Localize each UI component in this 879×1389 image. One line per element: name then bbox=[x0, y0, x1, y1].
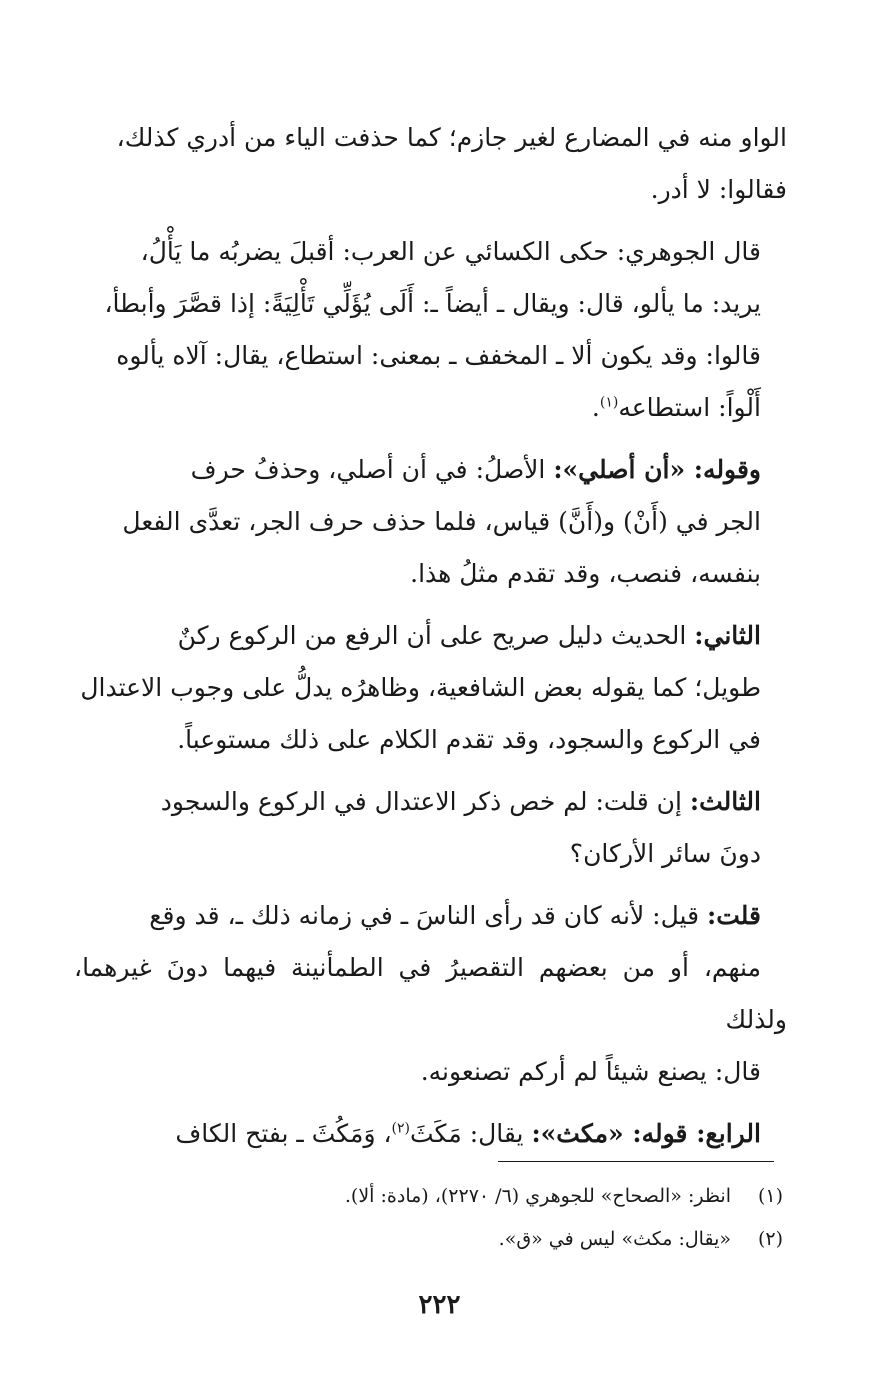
footnote bbox=[74, 1175, 783, 1218]
footnote-text: «يقال: مكث» ليس في «ق». bbox=[498, 1228, 731, 1250]
paragraph-lead: وقوله: «أن أصلي»: bbox=[553, 455, 761, 484]
footnote bbox=[74, 1218, 783, 1261]
paragraph-lead: الثالث: bbox=[689, 787, 761, 816]
footnote-text: انظر: «الصحاح» للجوهري (٦/ ٢٢٧٠)، (مادة: ألا). bbox=[344, 1185, 731, 1207]
text-run: يقال: مَكَثَ bbox=[410, 1119, 532, 1148]
paragraph bbox=[74, 112, 787, 216]
text-line: الواو منه في المضارع لغير جازم؛ كما حذفت الياء من أدري كذلك، bbox=[116, 123, 787, 152]
text-line bbox=[74, 444, 787, 496]
text-line bbox=[74, 1108, 787, 1160]
text-line: دونَ سائر الأركان؟ bbox=[569, 839, 761, 868]
text-line: طويل؛ كما يقوله بعض الشافعية، وظاهرُه يدلُّ على وجوب الاعتدال bbox=[80, 673, 761, 702]
paragraph bbox=[74, 226, 787, 434]
text-line: قالوا: وقد يكون ألا ـ المخفف ـ بمعنى: استطاع، يقال: آلاه يألوه bbox=[116, 341, 761, 370]
footnote-number: (٢) bbox=[757, 1228, 783, 1250]
paragraph bbox=[74, 890, 787, 1098]
body-text bbox=[74, 112, 787, 1160]
text-line bbox=[74, 890, 787, 942]
paragraph-lead: الثاني: bbox=[694, 621, 761, 650]
text-run: الحديث دليل صريح على أن الرفع من الركوع ركنٌ bbox=[177, 621, 695, 650]
paragraph bbox=[74, 1108, 787, 1160]
footnotes bbox=[74, 1175, 783, 1261]
page-number: ٢٢٢ bbox=[418, 1290, 461, 1320]
text-run: . bbox=[591, 393, 600, 422]
text-line: فقالوا: لا أدر. bbox=[650, 175, 787, 204]
paragraph bbox=[74, 776, 787, 880]
text-line: بنفسه، فنصب، وقد تقدم مثلُ هذا. bbox=[410, 559, 761, 588]
text-line: قال الجوهري: حكى الكسائي عن العرب: أقبلَ يضربُه ما يَأْلُ، bbox=[140, 237, 761, 266]
text-line bbox=[74, 382, 787, 434]
text-run: الأصلُ: في أن أصلي، وحذفُ حرف bbox=[190, 455, 554, 484]
text-line: منهم، أو من بعضهم التقصيرُ في الطمأنينة فيهما دونَ غيرهما، ولذلك bbox=[74, 953, 787, 1034]
footnote-divider bbox=[498, 1161, 774, 1162]
paragraph-lead: الرابع: قوله: «مكث»: bbox=[531, 1119, 761, 1148]
paragraph bbox=[74, 444, 787, 600]
text-line: يريد: ما يألو، قال: ويقال ـ أيضاً ـ: أَلَى يُؤَلِّي تَأْلِيَةً: إذا قصَّرَ وأبطأ، bbox=[104, 289, 761, 318]
text-line: قال: يصنع شيئاً لم أركم تصنعونه. bbox=[420, 1057, 761, 1086]
paragraph-lead: قلت: bbox=[706, 901, 761, 930]
text-run: إن قلت: لم خص ذكر الاعتدال في الركوع والسجود bbox=[160, 787, 690, 816]
text-line: الجر في (أَنْ) و(أَنَّ) قياس، فلما حذف حرف الجر، تعدَّى الفعل bbox=[122, 507, 761, 536]
text-run: قيل: لأنه كان قد رأى الناسَ ـ في زمانه ذلك ـ، قد وقع bbox=[149, 901, 707, 930]
text-run: أَلْواً: استطاعه bbox=[618, 393, 761, 422]
footnote-reference: (٢) bbox=[391, 1120, 410, 1137]
paragraph bbox=[74, 610, 787, 766]
text-line bbox=[74, 776, 787, 828]
footnote-number: (١) bbox=[757, 1185, 783, 1207]
text-line bbox=[74, 610, 787, 662]
footnote-reference: (١) bbox=[599, 394, 619, 411]
text-run: ، وَمَكُثَ ـ بفتح الكاف bbox=[175, 1119, 392, 1148]
text-line: في الركوع والسجود، وقد تقدم الكلام على ذلك مستوعباً. bbox=[177, 725, 761, 754]
